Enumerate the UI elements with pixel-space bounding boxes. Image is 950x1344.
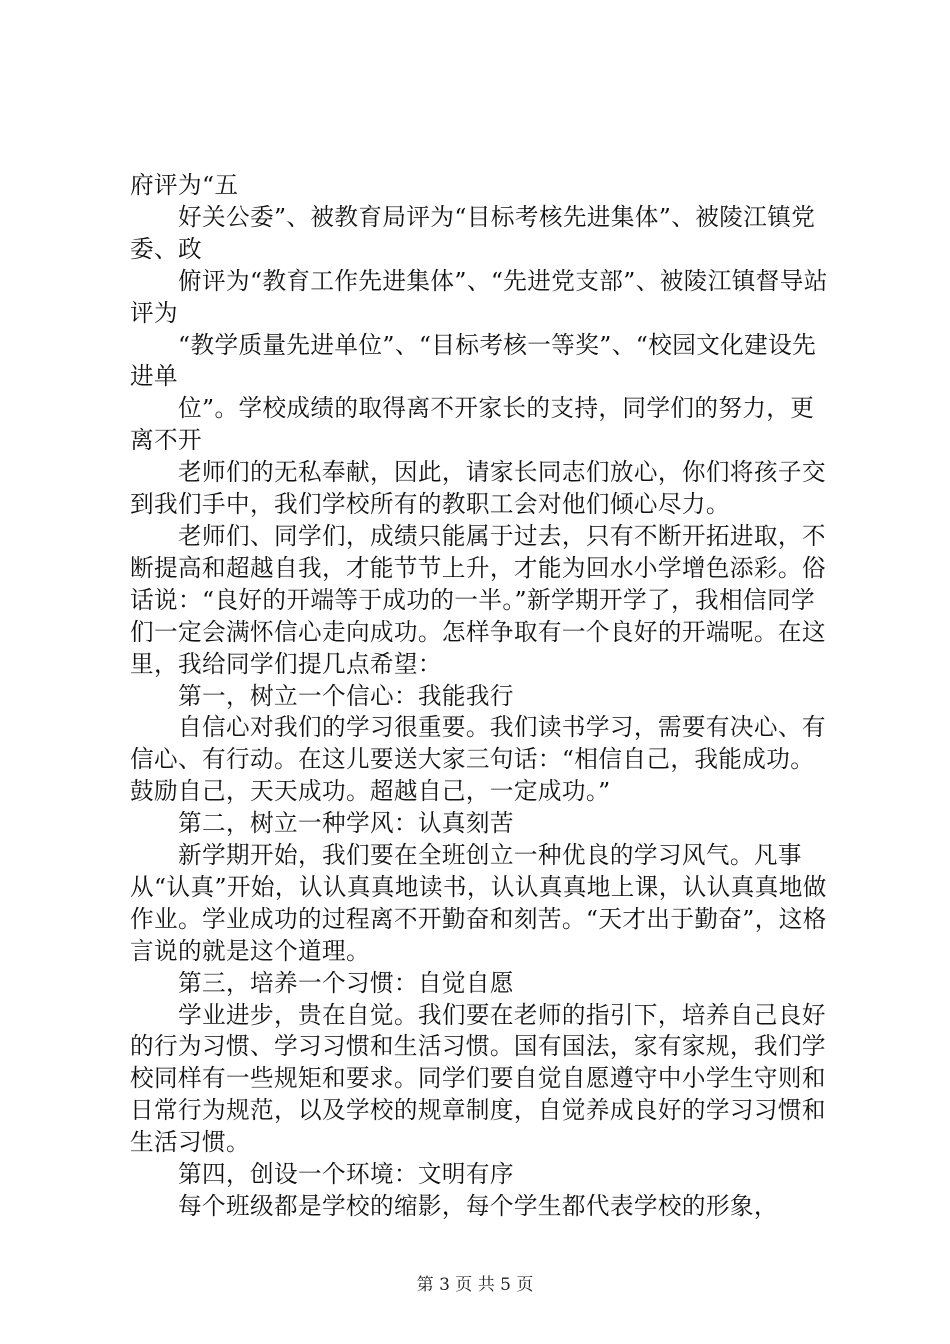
paragraph: 府评为“五 xyxy=(130,171,239,199)
document-body xyxy=(130,170,830,1223)
paragraph: 新学期开始，我们要在全班创立一种优良的学习风气。凡事从“认真”开始，认认真真地读书，认认真真地上课，认认真真地做作业。学业成功的过程离不开勤奋和刻苦。“天才出于勤奋”，这格言说的就是这个道理。 xyxy=(130,841,827,965)
paragraph: 老师们的无私奉献，因此，请家长同志们放心，你们将孩子交到我们手中，我们学校所有的教职工会对他们倾心尽力。 xyxy=(130,458,826,519)
paragraph: 第一，树立一个信心：我能我行 xyxy=(178,681,514,710)
paragraph: 老师们、同学们，成绩只能属于过去，只有不断开拓进取，不断提高和超越自我，才能节节上升，才能为回水小学增色添彩。俗话说：“良好的开端等于成功的一半。”新学期开学了，我相信同学们一定会满怀信心走向成功。怎样争取有一个良好的开端呢。在这里，我给同学们提几点希望： xyxy=(130,521,826,678)
paragraph: 好关公委”、被教育局评为“目标考核先进集体”、被陵江镇党委、政 xyxy=(130,202,816,263)
page-footer: 第 3 页 共 5 页 xyxy=(416,1275,534,1295)
paragraph: “教学质量先进单位”、“目标考核一等奖”、“校园文化建设先进单 xyxy=(130,330,817,391)
paragraph: 第三，培养一个习惯：自觉自愿 xyxy=(178,968,514,997)
paragraph: 第四，创设一个环境：文明有序 xyxy=(178,1160,514,1189)
paragraph: 学业进步，贵在自觉。我们要在老师的指引下，培养自己良好的行为习惯、学习习惯和生活习惯。国有国法，家有家规，我们学校同样有一些规矩和要求。同学们要自觉自愿遵守中小学生守则和日常行为规范，以及学校的规章制度，自觉养成良好的学习习惯和生活习惯。 xyxy=(130,1000,826,1157)
paragraph: 第二，树立一种学风：认真刻苦 xyxy=(178,809,514,838)
paragraph: 自信心对我们的学习很重要。我们读书学习，需要有决心、有信心、有行动。在这儿要送大家三句话：“相信自己，我能成功。鼓励自己，天天成功。超越自己，一定成功。” xyxy=(130,713,826,806)
paragraph: 俯评为“教育工作先进集体”、“先进党支部”、被陵江镇督导站评为 xyxy=(130,266,828,327)
paragraph: 每个班级都是学校的缩影，每个学生都代表学校的形象， xyxy=(178,1192,778,1220)
paragraph: 位”。学校成绩的取得离不开家长的支持，同学们的努力，更离不开 xyxy=(130,394,815,455)
